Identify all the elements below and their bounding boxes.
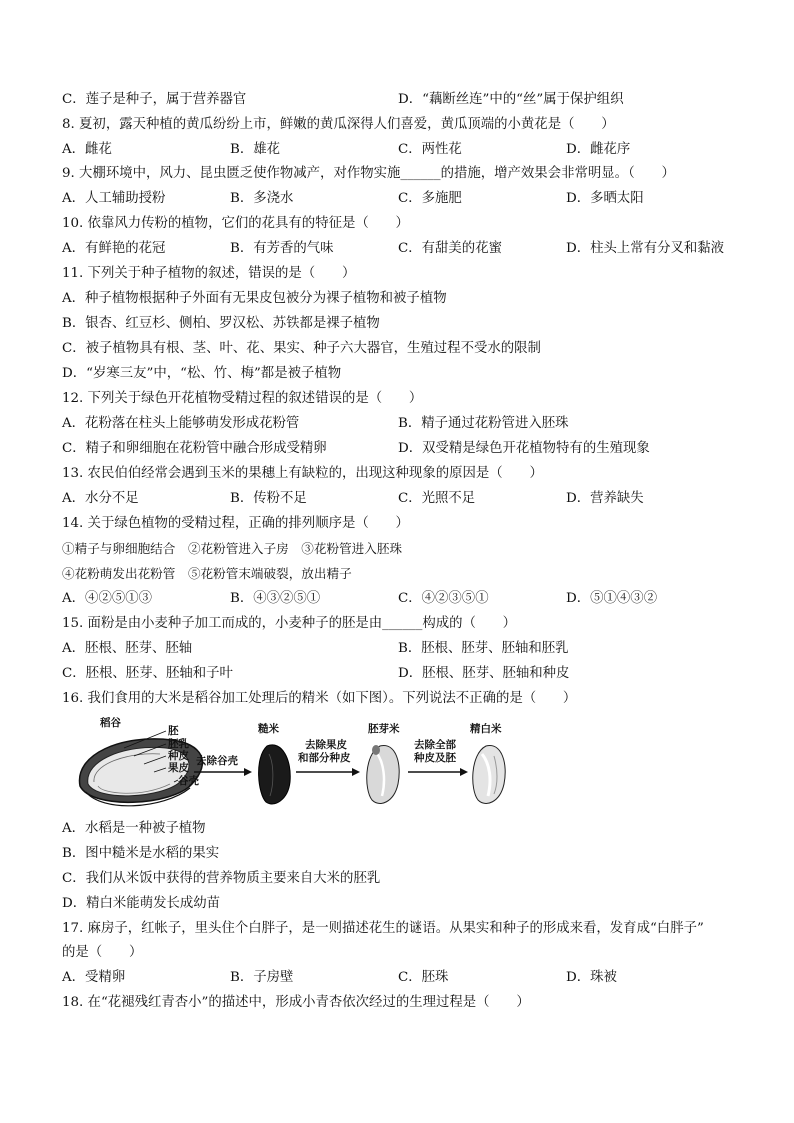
answer-option-q10o-1: B．有芳香的气味: [230, 241, 334, 256]
answer-option-q17o-1: B．子房壁: [230, 970, 294, 985]
answer-option-q15cd-0: C．胚根、胚芽、胚轴和子叶: [62, 666, 233, 681]
answer-option-q8o-0: A．雌花: [62, 142, 112, 157]
question-line-q16b: B．图中糙米是水稻的果实: [62, 846, 220, 861]
rice-processing-figure: [62, 714, 532, 814]
answer-option-q9o-0: A．人工辅助授粉: [62, 191, 166, 206]
answer-option-q17o-3: D．珠被: [566, 970, 617, 985]
question-line-q16d: D．精白米能萌发长成幼苗: [62, 896, 221, 911]
question-line-q16: 16. 我们食用的大米是稻谷加工处理后的精米（如下图）。下列说法不正确的是（ ）: [62, 691, 577, 706]
brown-rice-illustration: [259, 745, 291, 804]
answer-option-q15ab-1: B．胚根、胚芽、胚轴和胚乳: [398, 641, 569, 656]
question-line-q10: 10. 依靠风力传粉的植物，它们的花具有的特征是（ ）: [62, 216, 409, 231]
stage-polished-rice: 精白米: [470, 723, 502, 735]
polished-rice-illustration: [473, 746, 505, 804]
question-line-q16c: C．我们从米饭中获得的营养物质主要来自大米的胚乳: [62, 871, 381, 886]
question-line-q14s1: ①精子与卵细胞结合 ②花粉管进入子房 ③花粉管进入胚珠: [62, 541, 403, 556]
question-line-q8: 8. 夏初，露天种植的黄瓜纷纷上市，鲜嫩的黄瓜深得人们喜爱，黄瓜顶端的小黄花是（ ）: [62, 117, 615, 132]
answer-option-q13o-2: C．光照不足: [398, 491, 476, 506]
question-line-q17b: 的是（ ）: [62, 945, 143, 960]
question-line-q11c: C．被子植物具有根、茎、叶、花、果实、种子六大器官，生殖过程不受水的限制: [62, 341, 541, 356]
stage-brown-rice: 糙米: [258, 723, 279, 735]
step-remove-all-line1: 去除全部: [414, 739, 456, 751]
step-remove-husk: 去除谷壳: [196, 755, 238, 767]
label-endosperm: 胚乳: [168, 738, 189, 750]
label-seed-coat: 种皮: [168, 750, 189, 762]
step-remove-pericarp-line1: 去除果皮: [305, 739, 347, 751]
question-line-q12: 12. 下列关于绿色开花植物受精过程的叙述错误的是（ ）: [62, 391, 423, 406]
germ-rice-illustration: [367, 745, 399, 803]
answer-option-q10o-2: C．有甜美的花蜜: [398, 241, 502, 256]
answer-option-q9o-2: C．多施肥: [398, 191, 462, 206]
answer-option-q8o-2: C．两性花: [398, 142, 462, 157]
question-line-q13: 13. 农民伯伯经常会遇到玉米的果穗上有缺粒的，出现这种现象的原因是（ ）: [62, 466, 543, 481]
question-line-q11d: D．“岁寒三友”中，“松、竹、梅”都是被子植物: [62, 366, 342, 381]
grain-title: 稻谷: [100, 717, 121, 729]
answer-option-q17o-0: A．受精卵: [62, 970, 126, 985]
answer-option-q13o-3: D．营养缺失: [566, 491, 644, 506]
question-line-q14s2: ④花粉萌发出花粉管 ⑤花粉管末端破裂，放出精子: [62, 566, 352, 581]
answer-option-q7c-1: D．“藕断丝连”中的“丝”属于保护组织: [398, 92, 624, 107]
question-line-q9: 9. 大棚环境中，风力、昆虫匮乏使作物减产，对作物实施______的措施，增产效果会非常明显。（ ）: [62, 166, 675, 181]
question-line-q11b: B．银杏、红豆杉、侧柏、罗汉松、苏铁都是裸子植物: [62, 316, 380, 331]
answer-option-q9o-3: D．多晒太阳: [566, 191, 644, 206]
question-line-q17: 17. 麻房子，红帐子，里头住个白胖子，是一则描述花生的谜语。从果实和种子的形成来看，发育成“白胖子”: [62, 921, 704, 936]
step-remove-pericarp-line2: 和部分种皮: [298, 752, 351, 764]
answer-option-q13o-0: A．水分不足: [62, 491, 139, 506]
label-pericarp: 果皮: [168, 762, 189, 774]
answer-option-q12ab-0: A．花粉落在柱头上能够萌发形成花粉管: [62, 416, 300, 431]
answer-option-q13o-1: B．传粉不足: [230, 491, 307, 506]
question-line-q11a: A．种子植物根据种子外面有无果皮包被分为裸子植物和被子植物: [62, 291, 447, 306]
answer-option-q10o-0: A．有鲜艳的花冠: [62, 241, 166, 256]
step-remove-all-line2: 种皮及胚: [414, 752, 456, 764]
stage-germ-rice: 胚芽米: [368, 723, 400, 735]
answer-option-q14o-2: C．④②③⑤①: [398, 591, 489, 606]
answer-option-q17o-2: C．胚珠: [398, 970, 449, 985]
label-embryo: 胚: [168, 725, 179, 737]
question-line-q16a: A．水稻是一种被子植物: [62, 821, 206, 836]
question-line-q15: 15. 面粉是由小麦种子加工而成的，小麦种子的胚是由______构成的（ ）: [62, 616, 517, 631]
answer-option-q7c-0: C．莲子是种子，属于营养器官: [62, 92, 247, 107]
answer-option-q15cd-1: D．胚根、胚芽、胚轴和种皮: [398, 666, 570, 681]
answer-option-q14o-1: B．④③②⑤①: [230, 591, 321, 606]
answer-option-q9o-1: B．多浇水: [230, 191, 294, 206]
question-line-q11: 11. 下列关于种子植物的叙述，错误的是（ ）: [62, 266, 356, 281]
question-line-q18: 18. 在“花褪残红青杏小”的描述中，形成小青杏依次经过的生理过程是（ ）: [62, 995, 530, 1010]
answer-option-q14o-3: D．⑤①④③②: [566, 591, 658, 606]
answer-option-q15ab-0: A．胚根、胚芽、胚轴: [62, 641, 193, 656]
rice-processing-diagram: [62, 714, 532, 814]
answer-option-q8o-3: D．雌花序: [566, 142, 631, 157]
answer-option-q14o-0: A．④②⑤①③: [62, 591, 153, 606]
answer-option-q10o-3: D．柱头上常有分叉和黏液: [566, 241, 725, 256]
answer-option-q12cd-1: D．双受精是绿色开花植物特有的生殖现象: [398, 441, 650, 456]
answer-option-q12ab-1: B．精子通过花粉管进入胚珠: [398, 416, 569, 431]
question-line-q14: 14. 关于绿色植物的受精过程，正确的排列顺序是（ ）: [62, 516, 409, 531]
answer-option-q12cd-0: C．精子和卵细胞在花粉管中融合形成受精卵: [62, 441, 327, 456]
answer-option-q8o-1: B．雄花: [230, 142, 281, 157]
label-husk: 谷壳: [178, 775, 199, 787]
